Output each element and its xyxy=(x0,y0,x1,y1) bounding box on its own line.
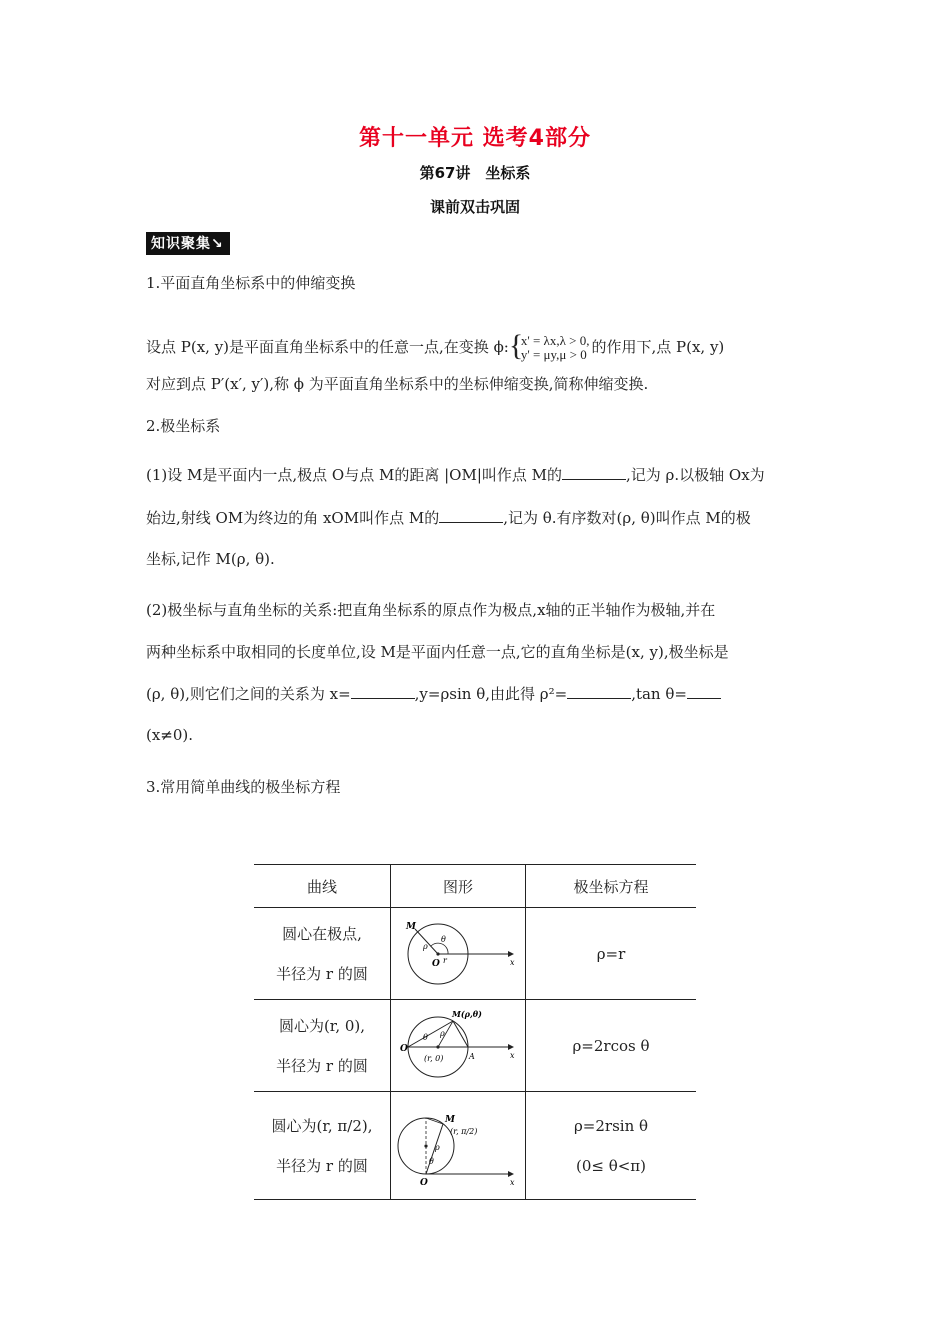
label-r: r xyxy=(443,955,447,965)
figure-cell xyxy=(391,908,526,1000)
knowledge-badge: 知识聚集↘ xyxy=(146,232,230,255)
transform-eq-1: { x' = λx,λ > 0, xyxy=(520,333,590,348)
blank-polar-radius[interactable] xyxy=(562,465,626,480)
label-theta: θ xyxy=(441,934,446,944)
s1-text-a: 设点 P(x, y)是平面直角坐标系中的任意一点,在变换 ϕ: xyxy=(146,338,509,356)
section-1-line-1 xyxy=(146,334,724,362)
blank-polar-angle[interactable] xyxy=(439,508,503,523)
blank-tan-theta[interactable] xyxy=(687,684,721,699)
table-row xyxy=(254,908,696,1000)
s2-p1-line-3: 坐标,记作 M(ρ, θ). xyxy=(146,550,275,568)
label-x: x xyxy=(510,957,515,967)
label-theta: θ xyxy=(423,1032,428,1042)
equation-line-1: ρ=r xyxy=(596,944,626,963)
label-rho: ρ xyxy=(435,1142,440,1152)
section-3-heading: 3.常用简单曲线的极坐标方程 xyxy=(146,778,341,796)
section-1-line-2: 对应到点 P′(x′, y′),称 ϕ 为平面直角坐标系中的坐标伸缩变换,简称伸缩变换. xyxy=(146,375,649,393)
circle-center-r-pi2-figure xyxy=(396,1104,520,1188)
label-o: O xyxy=(420,1177,428,1188)
s2-p2-line-3 xyxy=(146,684,721,704)
s2-p1-text-b: ,记为 ρ.以极轴 Ox为 xyxy=(626,466,765,484)
s2-p2-text-c: ,tan θ= xyxy=(631,685,687,703)
header-equation: 极坐标方程 xyxy=(526,865,697,908)
s2-p1-line-1 xyxy=(146,465,765,485)
table-row xyxy=(254,1092,696,1200)
polar-curves-table xyxy=(254,864,696,1200)
curve-cell xyxy=(254,1092,391,1200)
blank-x-formula[interactable] xyxy=(351,684,415,699)
label-m-rho-theta: M(ρ,θ) xyxy=(452,1008,482,1019)
section-title: 课前双击巩固 xyxy=(429,198,520,216)
figure-cell xyxy=(391,1000,526,1092)
lecture-title: 第67讲 坐标系 xyxy=(419,164,531,182)
label-x: x xyxy=(510,1050,515,1060)
s2-p2-text-b: ,y=ρsin θ,由此得 ρ²= xyxy=(414,685,568,703)
section-1-heading: 1.平面直角坐标系中的伸缩变换 xyxy=(146,274,356,292)
s2-p1-line-2 xyxy=(146,508,751,528)
table-row xyxy=(254,1000,696,1092)
curve-line-2: 半径为 r 的圆 xyxy=(276,1156,368,1175)
curve-cell xyxy=(254,908,391,1000)
s2-p2-line-2: 两种坐标系中取相同的长度单位,设 M是平面内任意一点,它的直角坐标是(x, y),极坐标是 xyxy=(146,643,729,661)
label-o: O xyxy=(432,958,440,969)
label-theta: θ xyxy=(429,1156,434,1166)
curve-line-2: 半径为 r 的圆 xyxy=(276,1056,368,1075)
label-x: x xyxy=(510,1177,515,1187)
label-m: M xyxy=(445,1114,455,1125)
s2-p2-text-a: (ρ, θ),则它们之间的关系为 x= xyxy=(146,685,351,703)
s2-p1-text-d: ,记为 θ.有序数对(ρ, θ)叫作点 M的极 xyxy=(503,509,751,527)
s2-p2-line-4: (x≠0). xyxy=(146,726,194,744)
curve-cell xyxy=(254,1000,391,1092)
circle-center-r0-figure xyxy=(396,1007,520,1085)
section-2-heading: 2.极坐标系 xyxy=(146,417,221,435)
curve-line-1: 圆心在极点, xyxy=(282,924,362,943)
transform-brace xyxy=(511,334,590,362)
label-r-pi2: (r, π/2) xyxy=(450,1126,478,1136)
equation-cell xyxy=(526,1000,697,1092)
s1-text-b: 的作用下,点 P(x, y) xyxy=(591,338,725,356)
figure-cell xyxy=(391,1092,526,1200)
s2-p1-text-c: 始边,射线 OM为终边的角 xOM叫作点 M的 xyxy=(146,509,440,527)
equation-cell xyxy=(526,1092,697,1200)
equation-cell xyxy=(526,908,697,1000)
label-r0: (r, 0) xyxy=(424,1053,444,1063)
label-o: O xyxy=(400,1043,408,1054)
header-figure: 图形 xyxy=(391,865,526,908)
s2-p2-line-1: (2)极坐标与直角坐标的关系:把直角坐标系的原点作为极点,x轴的正半轴作为极轴,并在 xyxy=(146,601,716,619)
curve-line-2: 半径为 r 的圆 xyxy=(276,964,368,983)
label-a: A xyxy=(469,1051,475,1061)
blank-rho-squared[interactable] xyxy=(567,684,631,699)
equation-line-2: (0≤ θ<π) xyxy=(575,1156,647,1175)
curve-line-1: 圆心为(r, π/2), xyxy=(271,1116,373,1135)
equation-line-1: ρ=2rcos θ xyxy=(572,1036,650,1055)
equation-line-1: ρ=2rsin θ xyxy=(573,1116,649,1135)
curve-line-1: 圆心为(r, 0), xyxy=(278,1016,366,1035)
label-rho: ρ xyxy=(440,1028,445,1038)
s2-p1-text-a: (1)设 M是平面内一点,极点 O与点 M的距离 |OM|叫作点 M的 xyxy=(146,466,562,484)
header-curve: 曲线 xyxy=(254,865,391,908)
label-m: M xyxy=(406,921,416,932)
transform-eq-2: y' = μy,μ > 0 xyxy=(520,347,587,362)
label-rho: ρ xyxy=(423,941,428,951)
circle-at-pole-figure xyxy=(396,915,520,993)
unit-title: 第十一单元 选考4部分 xyxy=(359,126,591,151)
table-header-row xyxy=(254,865,696,908)
